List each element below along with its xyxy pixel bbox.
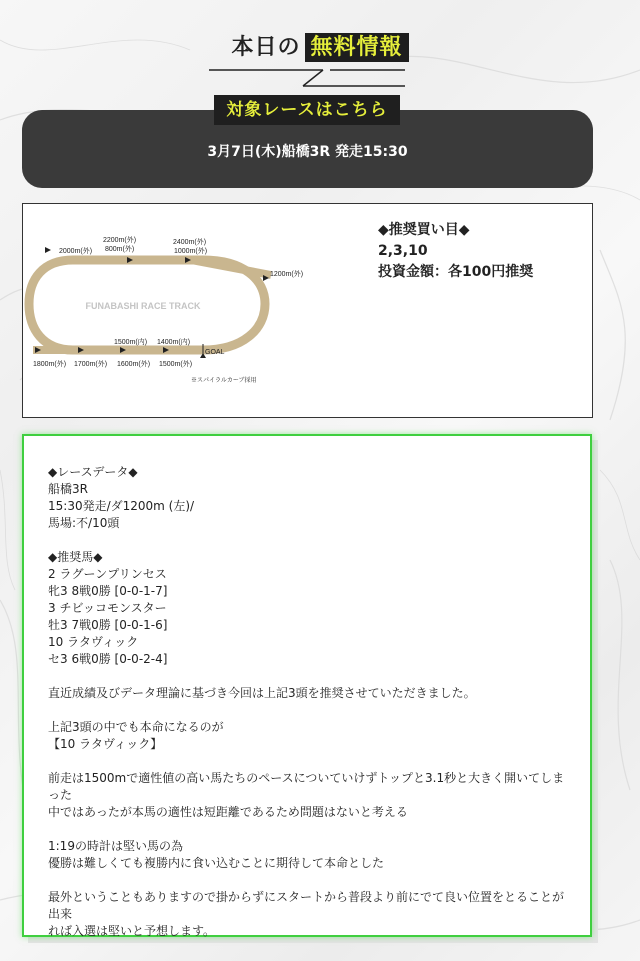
content-line: 牡3 7戦0勝 [0-0-1-6] <box>48 618 168 632</box>
spiral-note: ※スパイラルカーブ採用 <box>191 378 257 384</box>
content-line: 15:30発走/ダ1200m (左)/ <box>48 499 195 513</box>
title-plain: 本日の <box>231 35 301 60</box>
content-panel <box>22 434 592 937</box>
blank-line <box>48 668 568 685</box>
content-line: セ3 6戦0勝 [0-0-2-4] <box>48 652 168 666</box>
blank-line <box>48 753 568 770</box>
bet-amount: 投資金額：各100円推奨 <box>378 264 534 280</box>
content-line: 前走は1500mで適性値の高い馬たちのペースについていけずトップと3.1秒と大きく開いてしまった <box>48 771 565 802</box>
label-800: 800m(外) <box>105 246 135 253</box>
page-title <box>0 30 640 61</box>
label-goal: GOAL <box>205 349 225 356</box>
blank-line <box>48 872 568 889</box>
start-marker-2000 <box>45 247 51 253</box>
label-2400: 2400m(外) <box>173 239 207 246</box>
target-race-badge: 対象レースはこちら <box>214 95 400 125</box>
label-2200: 2200m(外) <box>103 237 137 244</box>
label-1500-out: 1500m(外) <box>159 361 193 368</box>
label-1000: 1000m(外) <box>174 248 208 255</box>
blank-line <box>48 821 568 838</box>
title-highlight: 無料情報 <box>305 33 409 62</box>
race-info-text: 3月7日(木)船橋3R 発走15:30 <box>207 144 408 160</box>
content-line: 牝3 8戦0勝 [0-0-1-7] <box>48 584 168 598</box>
content-body <box>48 464 568 940</box>
content-line: 馬場:不/10頭 <box>48 516 120 530</box>
blank-line <box>48 702 568 719</box>
bet-recommendation <box>378 220 533 283</box>
label-1800: 1800m(外) <box>33 361 67 368</box>
content-line: 最外ということもありますので掛からずにスタートから普段より前にでて良い位置をとることが出来 <box>48 890 565 921</box>
label-1400-in: 1400m(内) <box>157 339 191 346</box>
content-line: ◆推奨馬◆ <box>48 550 103 564</box>
content-line: れば入選は堅いと予想します。 <box>48 924 216 938</box>
content-line: 直近成績及びデータ理論に基づき今回は上記3頭を推奨させていただきました。 <box>48 686 476 700</box>
content-line: 中ではあったが本馬の適性は短距離であるため問題はないと考える <box>48 805 408 819</box>
content-line: ◆レースデータ◆ <box>48 465 138 479</box>
divider-ornament <box>205 64 435 90</box>
content-line: 3 チビッコモンスター <box>48 601 167 615</box>
label-2000: 2000m(外) <box>59 248 93 255</box>
label-1500-in: 1500m(内) <box>114 339 148 346</box>
bet-title: ◆推奨買い目◆ <box>378 222 470 238</box>
bet-numbers: 2,3,10 <box>378 243 428 259</box>
track-name: FUNABASHI RACE TRACK <box>85 301 201 311</box>
label-1700: 1700m(外) <box>74 361 108 368</box>
content-line: 優勝は難しくても複勝内に食い込むことに期待して本命とした <box>48 856 385 870</box>
content-line: 【10 ラタヴィック】 <box>48 737 163 751</box>
content-line: 10 ラタヴィック <box>48 635 139 649</box>
blank-line <box>48 532 568 549</box>
content-line: 1:19の時計は堅い馬の為 <box>48 839 183 853</box>
label-1200: 1200m(外) <box>270 271 304 278</box>
content-line: 2 ラグーンプリンセス <box>48 567 167 581</box>
track-panel <box>22 203 593 418</box>
label-1600: 1600m(外) <box>117 361 151 368</box>
content-line: 船橋3R <box>48 482 88 496</box>
content-line: 上記3頭の中でも本命になるのが <box>48 720 224 734</box>
